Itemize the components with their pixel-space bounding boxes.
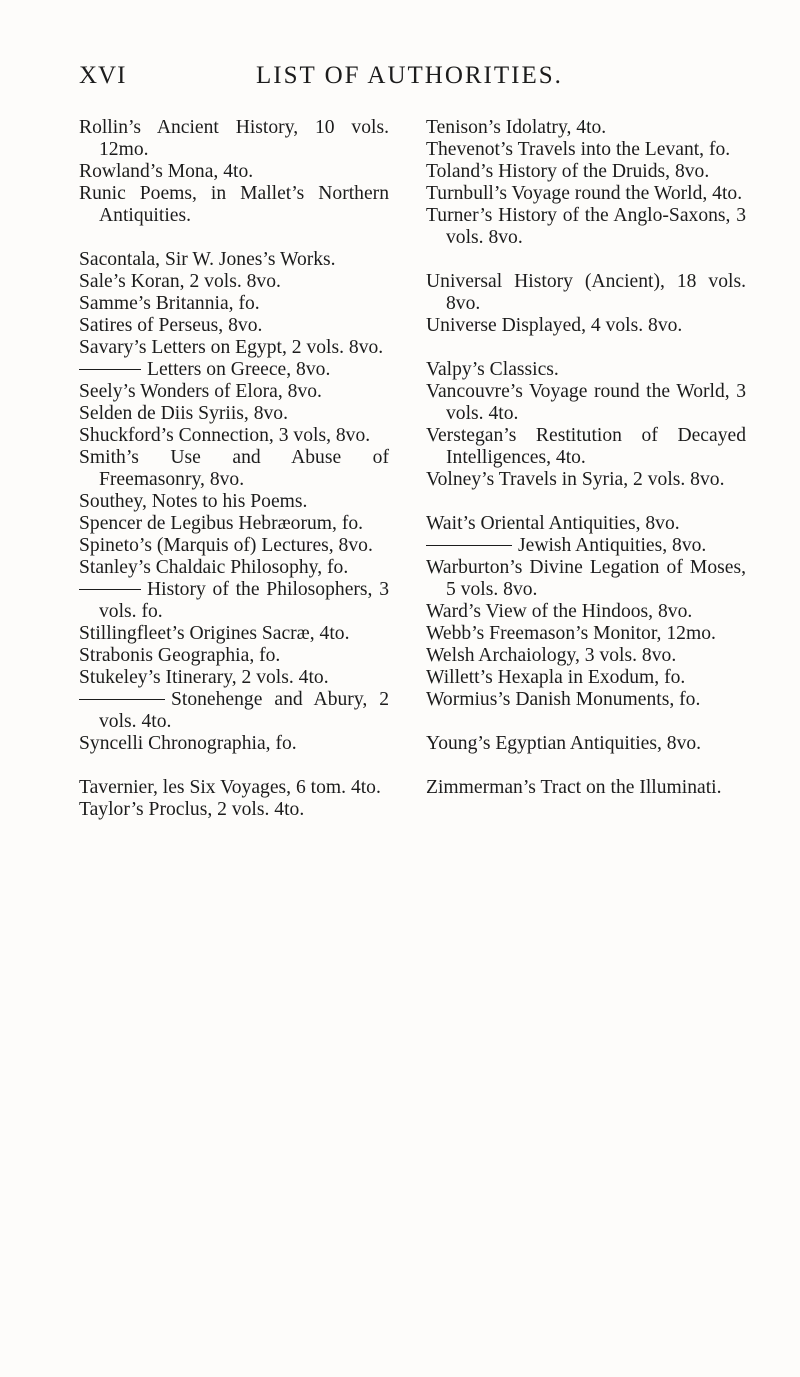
- list-item: Rollin’s Ancient History, 10 vols. 12mo.: [79, 117, 389, 160]
- list-item: Ward’s View of the Hindoos, 8vo.: [426, 601, 693, 622]
- list-item: Stukeley’s Itinerary, 2 vols. 4to.: [79, 667, 329, 688]
- list-item: Warburton’s Divine Legation of Moses, 5 vols. 8vo.: [426, 557, 746, 600]
- list-item: Toland’s History of the Druids, 8vo.: [426, 161, 710, 182]
- ditto-rule: [79, 589, 141, 590]
- list-item: Sacontala, Sir W. Jones’s Works.: [79, 249, 336, 270]
- list-item: Universal History (Ancient), 18 vols. 8vo.: [426, 271, 746, 314]
- list-item: [79, 689, 389, 733]
- running-header: [79, 62, 747, 96]
- list-item: Turnbull’s Voyage round the World, 4to.: [426, 183, 743, 204]
- list-item: Smith’s Use and Abuse of Freemasonry, 8vo.: [79, 447, 389, 490]
- left-column: [79, 117, 389, 821]
- list-item: Satires of Perseus, 8vo.: [79, 315, 263, 336]
- list-item: Stanley’s Chaldaic Philosophy, fo.: [79, 557, 349, 578]
- list-item: Volney’s Travels in Syria, 2 vols. 8vo.: [426, 469, 725, 490]
- list-item: Welsh Archaiology, 3 vols. 8vo.: [426, 645, 677, 666]
- list-item: Strabonis Geographia, fo.: [79, 645, 281, 666]
- list-item: Verstegan’s Restitution of Decayed Intelligences, 4to.: [426, 425, 746, 468]
- ditto-rule: [79, 699, 165, 700]
- list-item: Turner’s History of the Anglo-Saxons, 3 vols. 8vo.: [426, 205, 746, 248]
- list-item: Selden de Diis Syriis, 8vo.: [79, 403, 288, 424]
- list-item: Wormius’s Danish Monuments, fo.: [426, 689, 701, 710]
- list-item: Sale’s Koran, 2 vols. 8vo.: [79, 271, 281, 292]
- list-item: Samme’s Britannia, fo.: [79, 293, 260, 314]
- list-item: Tenison’s Idolatry, 4to.: [426, 117, 607, 138]
- list-item: [79, 579, 389, 623]
- list-item: Willett’s Hexapla in Exodum, fo.: [426, 667, 686, 688]
- list-item-text: Stonehenge and Abury, 2 vols. 4to.: [99, 689, 389, 732]
- ditto-rule: [79, 369, 141, 370]
- list-item: Young’s Egyptian Antiquities, 8vo.: [426, 733, 702, 754]
- list-item: Seely’s Wonders of Elora, 8vo.: [79, 381, 322, 402]
- list-item: Spineto’s (Marquis of) Lectures, 8vo.: [79, 535, 373, 556]
- list-item: [79, 359, 389, 381]
- list-item: Southey, Notes to his Poems.: [79, 491, 308, 512]
- list-item: Thevenot’s Travels into the Levant, fo.: [426, 139, 731, 160]
- list-item: Vancouvre’s Voyage round the World, 3 vols. 4to.: [426, 381, 746, 424]
- list-item: [426, 535, 746, 557]
- list-item-text: Jewish Antiquities, 8vo.: [518, 535, 707, 556]
- list-item: Rowland’s Mona, 4to.: [79, 161, 254, 182]
- list-item: Valpy’s Classics.: [426, 359, 559, 380]
- right-column: [426, 117, 746, 799]
- list-item: Syncelli Chronographia, fo.: [79, 733, 297, 754]
- page-title: LIST OF AUTHORITIES.: [256, 62, 563, 89]
- ditto-rule: [426, 545, 512, 546]
- list-item-text: Letters on Greece, 8vo.: [147, 359, 331, 380]
- list-item: Savary’s Letters on Egypt, 2 vols. 8vo.: [79, 337, 384, 358]
- list-item: Universe Displayed, 4 vols. 8vo.: [426, 315, 683, 336]
- list-item: Webb’s Freemason’s Monitor, 12mo.: [426, 623, 716, 644]
- list-item: Wait’s Oriental Antiquities, 8vo.: [426, 513, 680, 534]
- list-item: Shuckford’s Connection, 3 vols, 8vo.: [79, 425, 371, 446]
- list-item: Runic Poems, in Mallet’s Northern Antiquities.: [79, 183, 389, 226]
- list-item: Taylor’s Proclus, 2 vols. 4to.: [79, 799, 305, 820]
- list-item: Stillingfleet’s Origines Sacræ, 4to.: [79, 623, 350, 644]
- page-number: XVI: [79, 62, 127, 89]
- list-item-text: History of the Philosophers, 3 vols. fo.: [99, 579, 389, 622]
- list-item: Tavernier, les Six Voyages, 6 tom. 4to.: [79, 777, 381, 798]
- list-item: Zimmerman’s Tract on the Illuminati.: [426, 777, 722, 798]
- list-item: Spencer de Legibus Hebræorum, fo.: [79, 513, 364, 534]
